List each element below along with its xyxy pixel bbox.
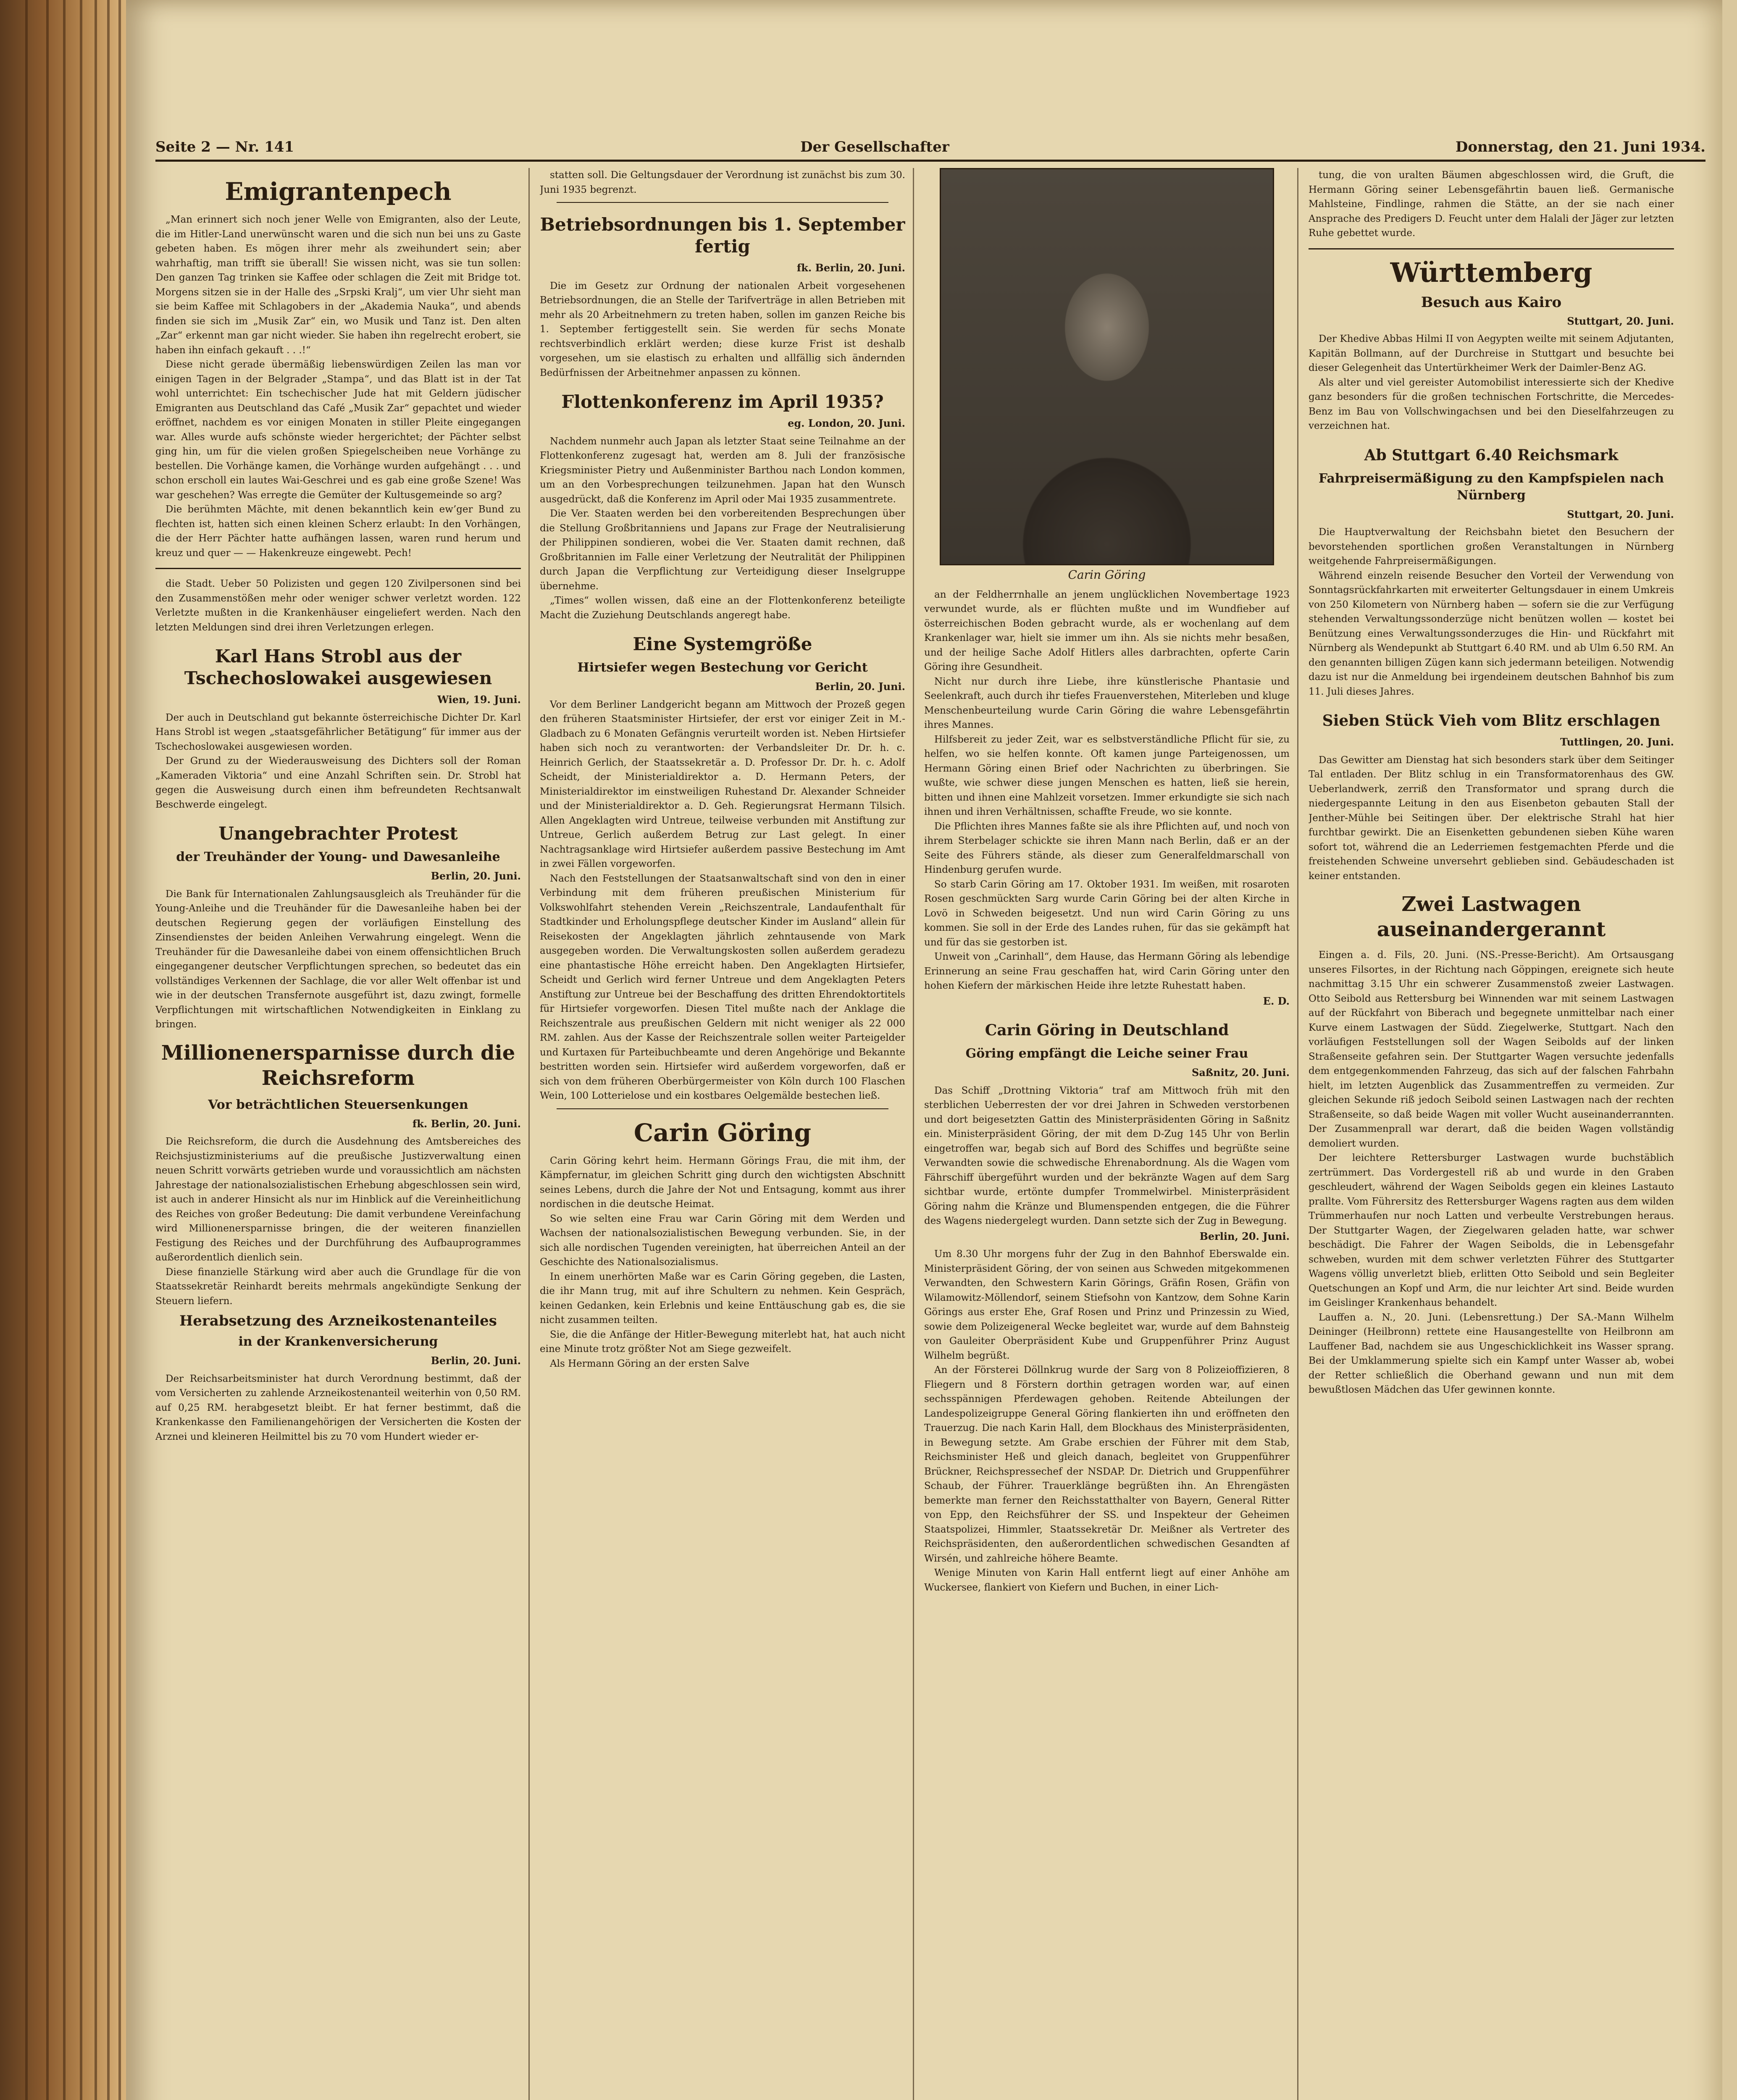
- page-header: [155, 135, 1705, 159]
- article-body: Hilfsbereit zu jeder Zeit, war es selbstverständliche Pflicht für sie, zu helfen, wo sie helfen konnte. Oft kamen junge Parteigenossen, um Hermann Göring einen Brief oder Nachrichten zu überbringen. Sie wußte, wie schwer diese jungen Menschen es hatten, ließ sie herein, bitten und ihnen eine Mahlzeit vorsetzen. Immer erkundigte sie sich nach ihnen und ihren Verhältnissen, schaffte Freude, wo sie konnte.: [924, 734, 1290, 817]
- article-body: „Man erinnert sich noch jener Welle von Emigranten, also der Leute, die im Hitler-Land unerwünscht waren und die sich nun bei uns zu Gaste gebeten haben. Es mögen ihrer mehr als zweihundert sein; aber wahrhaftig, man trifft sie überall! Sie wissen nicht, was sie tun sollen: Den ganzen Tag trinken sie Kaffee oder schlagen die Zeit mit Bridge tot. Morgens sitzen sie in der Halle des „Srpski Kralj“, um vier Uhr sieht man sie beim Kaffee mit Schlagobers in der „Akademia Nauka“, und abends finden sie sich im „Musik Zar“ ein, wo Musik und Tanz ist. Den alten „Zar“ erkennt man gar nicht wieder. Sie haben ihn regelrecht erobert, sie haben ihn einfach gekauft . . .!“: [155, 214, 521, 356]
- divider: [557, 1108, 888, 1109]
- dateline: Stuttgart, 20. Juni.: [1567, 508, 1674, 520]
- book-binding: [0, 0, 126, 2100]
- article-body: Die Bank für Internationalen Zahlungsausgleich als Treuhänder für die Young-Anleihe und die Treuhänder für die Dawesanleihe haben bei der deutschen Regierung gegen der vorläufigen Einstellung des Zinsendienstes der beiden Anleihen Verwahrung eingelegt. Wenn die Treuhänder für die Dawesanleihe dabei von einem offensichtlichen Bruch eingegangener deutscher Verpflichtungen sprechen, so bedeutet das ein vollständiges Verkennen der Sachlage, die vor aller Welt offenbar ist und wie in der deutschen Transfernote ausgeführt ist, dazu zwingt, formelle Verpflichtungen mit wirtschaftlichen Notwendigkeiten in Einklang zu bringen.: [155, 888, 521, 1030]
- article-title-arzneikosten: Herabsetzung des Arzneikostenanteiles: [179, 1312, 497, 1329]
- article-title-flottenkonferenz: Flottenkonferenz im April 1935?: [561, 391, 884, 412]
- dateline: fk. Berlin, 20. Juni.: [796, 262, 905, 274]
- dateline: Tuttlingen, 20. Juni.: [1560, 736, 1674, 748]
- section-title-wuerttemberg: Württemberg: [1390, 257, 1592, 289]
- header-date: Donnerstag, den 21. Juni 1934.: [1455, 139, 1705, 155]
- divider: [1309, 248, 1674, 249]
- article-body: Carin Göring kehrt heim. Hermann Görings Frau, die mit ihm, der Kämpfernatur, im gleichen Schritt ging durch den wichtigsten Abschnitt seines Lebens, durch die Jahre der Not und Entsagung, kommt aus ihrer nordischen in die deutsche Heimat.: [540, 1155, 905, 1210]
- article-body: die Stadt. Ueber 50 Polizisten und gegen 120 Zivilpersonen sind bei den Zusammenstößen mehr oder weniger schwer verletzt worden. 122 Verletzte mußten in die Krankenhäuser eingeliefert werden. Nach den letzten Meldungen sind drei ihren Verletzungen erlegen.: [155, 578, 521, 633]
- article-subtitle: Hirtsiefer wegen Bestechung vor Gericht: [577, 660, 868, 675]
- article-title-carin-goering: Carin Göring: [633, 1118, 812, 1147]
- article-subtitle: Vor beträchtlichen Steuersenkungen: [208, 1097, 468, 1112]
- article-body: Als alter und viel gereister Automobilist interessierte sich der Khedive ganz besonders für die großen technischen Fortschritte, die Mercedes-Benz im Bau von Vollschwingachsen und bei den Dieselfahrzeugen zu verzeichnen hat.: [1309, 377, 1674, 431]
- article-body: Die Pflichten ihres Mannes faßte sie als ihre Pflichten auf, und noch von ihrem Sterbelager schickte sie ihren Mann nach Berlin, daß er an der Seite des Führers stände, als dieser zum Generalfeldmarschall von Hindenburg gerufen wurde.: [924, 821, 1290, 875]
- article-title-blitz: Sieben Stück Vieh vom Blitz erschlagen: [1322, 712, 1661, 730]
- article-title-systemgroesse: Eine Systemgröße: [633, 634, 812, 654]
- article-body: Wenige Minuten von Karin Hall entfernt liegt auf einer Anhöhe am Wuckersee, flankiert von Kiefern und Buchen, in einer Lich-: [924, 1567, 1290, 1593]
- article-title-reichsreform: Millionenersparnisse durch die Reichsreform: [161, 1041, 515, 1090]
- article-subtitle: in der Krankenversicherung: [238, 1334, 438, 1349]
- divider: [557, 202, 888, 203]
- article-body: Der Reichsarbeitsminister hat durch Verordnung bestimmt, daß der vom Versicherten zu zahlende Arzneikostenanteil weiterhin von 0,50 RM. auf 0,25 RM. herabgesetzt bleibt. Er hat ferner bestimmt, daß die Krankenkasse den Familienangehörigen der Versicherten die Kosten der Arznei und kleineren Heilmittel bis zu 70 vom Hundert wieder er-: [155, 1373, 521, 1442]
- dateline: fk. Berlin, 20. Juni.: [412, 1117, 521, 1130]
- column-4: [1309, 168, 1674, 2100]
- article-subtitle: der Treuhänder der Young- und Dawesanleihe: [176, 850, 500, 864]
- divider: [155, 568, 521, 569]
- article-title-kairo: Besuch aus Kairo: [1421, 294, 1562, 311]
- dateline: Berlin, 20. Juni.: [815, 680, 905, 693]
- header-rule: [155, 160, 1705, 162]
- article-body: Vor dem Berliner Landgericht begann am Mittwoch der Prozeß gegen den früheren Staatsminister Hirtsiefer, der erst vor einiger Zeit in M.-Gladbach zu 6 Monaten Gefängnis verurteilt worden ist. Neben Hirtsiefer haben sich noch zu verantworten: der Verbandsleiter Dr. Dr. h. c. Heinrich Gerlich, der Staatssekretär a. D. Professor Dr. Dr. h. c. Adolf Scheidt, der Ministerialdirektor a. D. Hermann Peters, der Ministerialdirektor im einstweiligen Ruhestand Dr. Alexander Schneider und der Ministerialdirektor a. D. Geh. Regierungsrat Hermann Tilsich. Allen Angeklagten wird Untreue, teilweise verbunden mit Anstiftung zur Untreue, Gerlich außerdem Betrug zur Last gelegt. In einer Nachtragsanklage wird Hirtsiefer außerdem passive Bestechung im Amt in zwei Fällen vorgeworfen.: [540, 699, 905, 869]
- column-1: [155, 168, 521, 2100]
- dateline: Saßnitz, 20. Juni.: [1192, 1066, 1290, 1079]
- column-3: [924, 168, 1290, 2100]
- dateline: Berlin, 20. Juni.: [1199, 1230, 1290, 1242]
- article-body: Unweit von „Carinhall“, dem Hause, das Hermann Göring als lebendige Erinnerung an seine Frau geschaffen hat, wird Carin Göring unter den hohen Kiefern der märkischen Heide ihre letzte Ruhestatt haben.: [924, 951, 1290, 991]
- article-subtitle: Göring empfängt die Leiche seiner Frau: [965, 1046, 1248, 1061]
- article-title-betriebsordnungen: Betriebsordnungen bis 1. September fertig: [540, 214, 905, 257]
- article-body: Eingen a. d. Fils, 20. Juni. (NS.-Presse-Bericht). Am Ortsausgang unseres Filsortes, in der Richtung nach Göppingen, ereignete sich heute nachmittag 3.15 Uhr ein schwerer Zusammenstoß zweier Lastwagen. Otto Seibold aus Rettersburg bei Winnenden war mit seinem Lastwagen auf der Rückfahrt von Biberach und begegnete unmittelbar nach einer Kurve einem Lastwagen der Südd. Ziegelwerke, Stuttgart. Nach den vorläufigen Feststellungen soll der Wagen Seibolds auf der linken Straßenseite gefahren sein. Der Stuttgarter Wagen versuchte jedenfalls dem entgegenkommenden Fahrzeug, das sich auf der falschen Fahrbahn hielt, im letzten Augenblick das Zusammentreffen zu vermeiden. Zur gleichen Sekunde riß jedoch Seibold seinen Lastwagen nach der rechten Straßenseite, so daß beide Wagen mit voller Wucht auseinanderrannten. Der Zusammenprall war derart, daß die beiden Wagen vollständig demoliert wurden.: [1309, 950, 1674, 1149]
- article-body: tung, die von uralten Bäumen abgeschlossen wird, die Gruft, die Hermann Göring seiner Lebensgefährtin bauen ließ. Germanische Mahlsteine, Findlinge, rahmen die Stätte, an der sie nach einer Ansprache des Predigers D. Feucht unter dem Halali der Jäger zur letzten Ruhe gebettet wurde.: [1309, 170, 1674, 239]
- article-title-strobl: Karl Hans Strobl aus der Tschechoslowakei ausgewiesen: [184, 646, 492, 688]
- dateline: Wien, 19. Juni.: [437, 693, 521, 706]
- article-body: So starb Carin Göring am 17. Oktober 1931. Im weißen, mit rosaroten Rosen geschmückten Sarg wurde Carin Göring bei der alten Kirche in Lovö in Schweden beigesetzt. Und nun wird Carin Göring zu uns kommen. Sie soll in der Erde des Landes ruhen, für das sie gekämpft hat und für das sie gestorben ist.: [924, 879, 1290, 948]
- dateline: Berlin, 20. Juni.: [431, 1354, 521, 1367]
- header-page-number: Seite 2 — Nr. 141: [155, 139, 294, 155]
- article-body: Die Hauptverwaltung der Reichsbahn bietet den Besuchern der bevorstehenden sportlichen großen Veranstaltungen in Nürnberg weitgehende Fahrpreisermäßigungen.: [1309, 527, 1674, 567]
- article-subtitle: Fahrpreisermäßigung zu den Kampfspielen nach Nürnberg: [1318, 471, 1664, 503]
- article-body: Um 8.30 Uhr morgens fuhr der Zug in den Bahnhof Eberswalde ein. Ministerpräsident Göring, der von seinen aus Schweden mitgekommenen Verwandten, den Schwestern Karin Görings, Gräfin Rosen, Gräfin von Wilamowitz-Möllendorf, seinem Stiefsohn von Kantzow, dem Sohne Karin Görings aus erster Ehe, Graf Rosen und Prinz und Prinzessin zu Wied, sowie dem Polizeigeneral Wecke begleitet war, wurde auf dem Bahnsteig von Gauleiter Oberpräsident Kube und Gruppenführer Prinz August Wilhelm begrüßt.: [924, 1249, 1290, 1361]
- article-body: Nach den Feststellungen der Staatsanwaltschaft sind von den in einer Verbindung mit dem früheren preußischen Ministerium für Volkswohlfahrt stehenden Verein „Reichszentrale, Landaufenthalt für Stadtkinder und Erholungspflege deutscher Kinder im Ausland“ allein für Reisekosten der Angeklagten jährlich zehntausende von Mark ausgegeben worden. Die Verwaltungskosten sollen außerdem geradezu eine phantastische Höhe erreicht haben. Den Angeklagten Hirtsiefer, Scheidt und Gerlich wird ferner Untreue und dem Angeklagten Peters Anstiftung zur Untreue bei der Beschaffung des dritten Ehrendoktortitels für Hirtsiefer vorgeworfen. Diesen Titel mußte nach der Anklage die Reichszentrale aus preußischen Geldern mit nicht weniger als 22 000 RM. zahlen. Aus der Kasse der Reichszentrale sollen weiter Parteigelder und Kurtaxen für Parteibuchbeamte und deren Angehörige und Bekannte bestritten worden sein. Hirtsiefer wird außerdem vorgeworfen, daß er sich von dem früheren Oberbürgermeister von Köln durch 100 Flaschen Wein, 100 Lotterielose und ein kostbares Oelgemälde bestechen ließ.: [540, 873, 905, 1101]
- article-body: Das Gewitter am Dienstag hat sich besonders stark über dem Seitinger Tal entladen. Der Blitz schlug in ein Transformatorenhaus des GW. Ueberlandwerk, zerriß den Transformator und sprang durch die niedergespannte Leitung in den aus Eisenbeton gebauten Stall der Jenther-Mühle bei Seitingen über. Der elektrische Strahl hat hier furchtbar gewirkt. Die an Eisenketten gebundenen sieben Kühe waren sofort tot, während die an Lederriemen festgemachten Pferde und die freistehenden Schweine unversehrt geblieben sind. Gebäudeschaden ist keiner entstanden.: [1309, 754, 1674, 882]
- article-body: Nachdem nunmehr auch Japan als letzter Staat seine Teilnahme an der Flottenkonferenz zugesagt hat, werden am 8. Juli der französische Kriegsminister Pietry und Außenminister Barthou nach London kommen, um an den Vorbesprechungen teilzunehmen. Japan hat den Wunsch ausgedrückt, daß die Konferenz im April oder Mai 1935 zusammentrete.: [540, 436, 905, 505]
- column-rule: [528, 168, 530, 2100]
- article-body: Als Hermann Göring an der ersten Salve: [550, 1358, 749, 1369]
- article-body: an der Feldherrnhalle an jenem unglücklichen Novembertage 1923 verwundet wurde, als er flüchten mußte und im Wundfieber auf österreichischen Boden gebracht wurde, als er wochenlang auf dem Krankenlager war, hielt sie immer um ihn. Als sie nichts mehr besaßen, und der heilige Sache Adolf Hitlers alles darbrachten, opferte Carin Göring ihre Gesundheit.: [924, 589, 1290, 672]
- article-body: Diese finanzielle Stärkung wird aber auch die Grundlage für die von Staatssekretär Reinhardt bereits mehrmals angekündigte Senkung der Steuern liefern.: [155, 1266, 521, 1307]
- article-body: Lauffen a. N., 20. Juni. (Lebensrettung.) Der SA.-Mann Wilhelm Deininger (Heilbronn) rettete eine Hausangestellte von Heilbronn am Lauffener Bad, nachdem sie aus Ungeschicklichkeit ins Wasser sprang. Bei der Umklammerung spielte sich ein Kampf unter Wasser ab, wobei der Retter schließlich die Oberhand gewann und nun mit dem bewußtlosen Mädchen das Ufer gewinnen konnte.: [1309, 1312, 1674, 1395]
- article-body: Der Khedive Abbas Hilmi II von Aegypten weilte mit seinem Adjutanten, Kapitän Bollmann, auf der Durchreise in Stuttgart und besuchte bei dieser Gelegenheit das Untertürkheimer Werk der Daimler-Benz AG.: [1309, 333, 1674, 373]
- next-page-edge: [1722, 0, 1737, 2100]
- article-body: Der auch in Deutschland gut bekannte österreichische Dichter Dr. Karl Hans Strobl ist wegen „staatsgefährlicher Betätigung“ für immer aus der Tschechoslowakei ausgewiesen worden.: [155, 712, 521, 752]
- article-body: In einem unerhörten Maße war es Carin Göring gegeben, die Lasten, die ihr Mann trug, mit auf ihre Schultern zu nehmen. Kein Gespräch, keinen Gedanken, kein Erlebnis und keine Enttäuschung gab es, die sie nicht zusammen teilten.: [540, 1271, 905, 1326]
- article-body: Die Reichsreform, die durch die Ausdehnung des Amtsbereiches des Reichsjustizministeriums auf die preußische Justizverwaltung einen neuen Schritt vorwärts getrieben wurde und voraussichtlich am nächsten Jahrestage der nationalsozialistischen Erhebung abgeschlossen sein wird, ist auch in anderer Hinsicht als nur im Hinblick auf die Vereinheitlichung des Reiches von großer Bedeutung: Die damit verbundene Vereinfachung wird Millionenersparnisse bringen, die der weiteren finanziellen Festigung des Reiches und der Durchführung des Aufbauprogrammes außerordentlich dienlich sein.: [155, 1136, 521, 1263]
- dateline: eg. London, 20. Juni.: [788, 417, 905, 429]
- column-rule: [913, 168, 914, 2100]
- article-body: Die Ver. Staaten werden bei den vorbereitenden Besprechungen über die Stellung Großbritanniens und Japans zur Frage der Neutralisierung der Philippinen sondieren, wobei die Ver. Staaten damit rechnen, daß Großbritannien im Falle einer Verletzung der Neutralität der Philippinen durch Japan die Verpflichtung zur Verteidigung dieser Inselgruppe übernehme.: [540, 508, 905, 592]
- article-body: Die berühmten Mächte, mit denen bekanntlich kein ew’ger Bund zu flechten ist, hatten sich einen kleinen Scherz erlaubt: In den Vorhängen, die der Herr Pächter hatte aufhängen lassen, waren rund herum und kreuz und quer — — Hakenkreuze eingewebt. Pech!: [155, 504, 521, 559]
- article-title-carin-in-deutschland: Carin Göring in Deutschland: [985, 1021, 1229, 1039]
- article-body: Der Grund zu der Wiederausweisung des Dichters soll der Roman „Kameraden Viktoria“ und eine Anzahl Schriften sein. Dr. Strobl hat gegen die Ausweisung durch einen ihm befreundeten Rechtsanwalt Beschwerde eingelegt.: [155, 756, 521, 810]
- article-title-lastwagen: Zwei Lastwagen auseinandergerannt: [1377, 892, 1606, 941]
- article-body: „Times“ wollen wissen, daß eine an der Flottenkonferenz beteiligte Macht die Zuziehung Deutschlands angeregt habe.: [540, 595, 905, 621]
- portrait-photo: [940, 168, 1274, 565]
- article-body: Diese nicht gerade übermäßig liebenswürdigen Zeilen las man vor einigen Tagen in der Belgrader „Stampa“, und das Blatt ist in der Tat wohl unterrichtet: Ein tschechischer Jude hat mit Geldern jüdischer Emigranten aus Deutschland das Café „Musik Zar“ gepachtet und wieder eröffnet, nachdem es vor einigen Monaten in stiller Pleite eingegangen war. Alles wurde aufs schönste wieder hergerichtet; der Pächter selbst ging hin, um für die vielen großen Spiegelscheiben neue Vorhänge zu bestellen. Die Vorhänge kamen, die Vorhänge wurden aufgehängt . . . und schon erscholl ein lautes Wai-Geschrei und es gab eine große Szene! Was war geschehen? Was erregte die Gemüter der Kultusgemeinde so arg?: [155, 359, 521, 501]
- signature: E. D.: [1263, 995, 1290, 1007]
- article-body: Die im Gesetz zur Ordnung der nationalen Arbeit vorgesehenen Betriebsordnungen, die an Stelle der Tarifverträge in allen Betrieben mit mehr als 20 Arbeitnehmern zu treten haben, sollen im ganzen Reiche bis 1. September fertiggestellt sein. Sie werden für sechs Monate rechtsverbindlich erklärt werden; diese kurze Frist ist deshalb vorgesehen, um sie elastisch zu erhalten und allfällig sich ändernden Bedürfnissen der Arbeitnehmer anpassen zu können.: [540, 280, 905, 378]
- article-body: An der Försterei Döllnkrug wurde der Sarg von 8 Polizeioffizieren, 8 Fliegern und 8 Förstern dorthin getragen worden war, auf einen sechsspännigen Pferdewagen gehoben. Reitende Abteilungen der Landespolizeigruppe General Göring flankierten ihn und eröffneten den Trauerzug. Die nach Karin Hall, dem Blockhaus des Ministerpräsidenten, in Bewegung setzte. Am Grabe erschien der Führer mit dem Stab, Reichsminister Heß und gleich danach, begleitet von Gruppenführer Brückner, Reichspressechef der NSDAP. Dr. Dietrich und Gruppenführer Schaub, der Führer. Trauerklänge begrüßten ihn. An Ehrengästen bemerkte man ferner den Reichsstatthalter von Bayern, General Ritter von Epp, den Reichsführer der SS. und Inspekteur der Geheimen Staatspolizei, Himmler, Staatssekretär Dr. Meißner als Vertreter des Reichspräsidenten, den außerordentlichen schwedischen Gesandten af Wirsén, und zahlreiche höhere Beamte.: [924, 1365, 1290, 1564]
- article-title-emigrantenpech: Emigrantenpech: [225, 177, 452, 206]
- dateline: Berlin, 20. Juni.: [431, 870, 521, 882]
- article-body: statten soll. Die Geltungsdauer der Verordnung ist zunächst bis zum 30. Juni 1935 begrenzt.: [540, 170, 905, 195]
- dateline: Stuttgart, 20. Juni.: [1567, 315, 1674, 327]
- column-2: [540, 168, 905, 2100]
- column-rule: [1297, 168, 1298, 2100]
- article-body: Das Schiff „Drottning Viktoria“ traf am Mittwoch früh mit den sterblichen Ueberresten der vor drei Jahren in Schweden verstorbenen und dort beigesetzten Gattin des Ministerpräsidenten Göring in Saßnitz ein. Ministerpräsident Göring, der mit dem D-Zug 145 Uhr von Berlin eingetroffen war, begab sich auf Bord des Schiffes und begrüßte seine Verwandten sowie die schwedische Ehrenabordnung. Als die Wagen vom Fährschiff übergeführt wurden und der bekränzte Wagen auf dem Sarg sichtbar wurde, ertönte dumpfer Trommelwirbel. Ministerpräsident Göring nahm die Kränze und Blumenspenden entgegen, die die Führer des Wagens niedergelegt wurden. Dann setzte sich der Zug in Bewegung.: [924, 1085, 1290, 1226]
- article-body: Nicht nur durch ihre Liebe, ihre künstlerische Phantasie und Seelenkraft, auch durch ihr tiefes Frauenverstehen, Miterleben und kluge Menschenbeurteilung wurde Carin Göring die wahre Lebensgefährtin ihres Mannes.: [924, 676, 1290, 730]
- article-body: Während einzeln reisende Besucher den Vorteil der Verwendung von Sonntagsrückfahrkarten mit erweiterter Geltungsdauer in einem Umkreis von 250 Kilometern von Nürnberg haben — sofern sie die zur Verfügung stehenden Verwaltungssonderzüge nicht benützen wollen — kostet bei Benützung eines Verwaltungssonderzuges die Hin- und Rückfahrt mit Nürnberg als Wendepunkt ab Stuttgart 6.40 RM. und ab Ulm 6.50 RM. An den genannten billigen Zügen kann sich jedermann beteiligen. Notwendig dazu ist nur die Anmeldung bei irgendeinem deutschen Bahnhof bis zum 11. Juli dieses Jahres.: [1309, 570, 1674, 697]
- article-title-reichsmark: Ab Stuttgart 6.40 Reichsmark: [1364, 446, 1619, 464]
- article-body: So wie selten eine Frau war Carin Göring mit dem Werden und Wachsen der nationalsozialistischen Bewegung verbunden. Sie, in der sich alle nordischen Tugenden vereinigten, hat überreichen Anteil an der Geschichte des Nationalsozialismus.: [540, 1213, 905, 1268]
- newspaper-page: [126, 0, 1722, 2100]
- header-masthead: Der Gesellschafter: [800, 139, 949, 155]
- article-title-protest: Unangebrachter Protest: [218, 823, 458, 844]
- photo-caption: Carin Göring: [1068, 568, 1146, 582]
- article-body: Der leichtere Rettersburger Lastwagen wurde buchstäblich zertrümmert. Das Vordergestell riß ab und wurde in den Graben geschleudert, während der Wagen Seibolds gegen ein kleines Lastauto prallte. Vom Führersitz des Rettersburger Wagens ragten aus dem wilden Trümmerhaufen nur noch Latten und verbeulte Verstrebungen heraus. Der Stuttgarter Wagen, der Ziegelwaren geladen hatte, war schwer beschädigt. Die Fahrer der Wagen Seibolds, die in Lebensgefahr schweben, wurden mit dem schwer verletzten Führer des Stuttgarter Wagens völlig unverletzt blieb, erlitten Otto Seibold und sein Begleiter Quetschungen an Kopf und Arm, die nur leichter Art sind. Beide wurden im Geislinger Krankenhaus behandelt.: [1309, 1152, 1674, 1308]
- article-body: Sie, die die Anfänge der Hitler-Bewegung miterlebt hat, hat auch nicht eine Minute trotz größter Not am Siege gezweifelt.: [540, 1329, 905, 1354]
